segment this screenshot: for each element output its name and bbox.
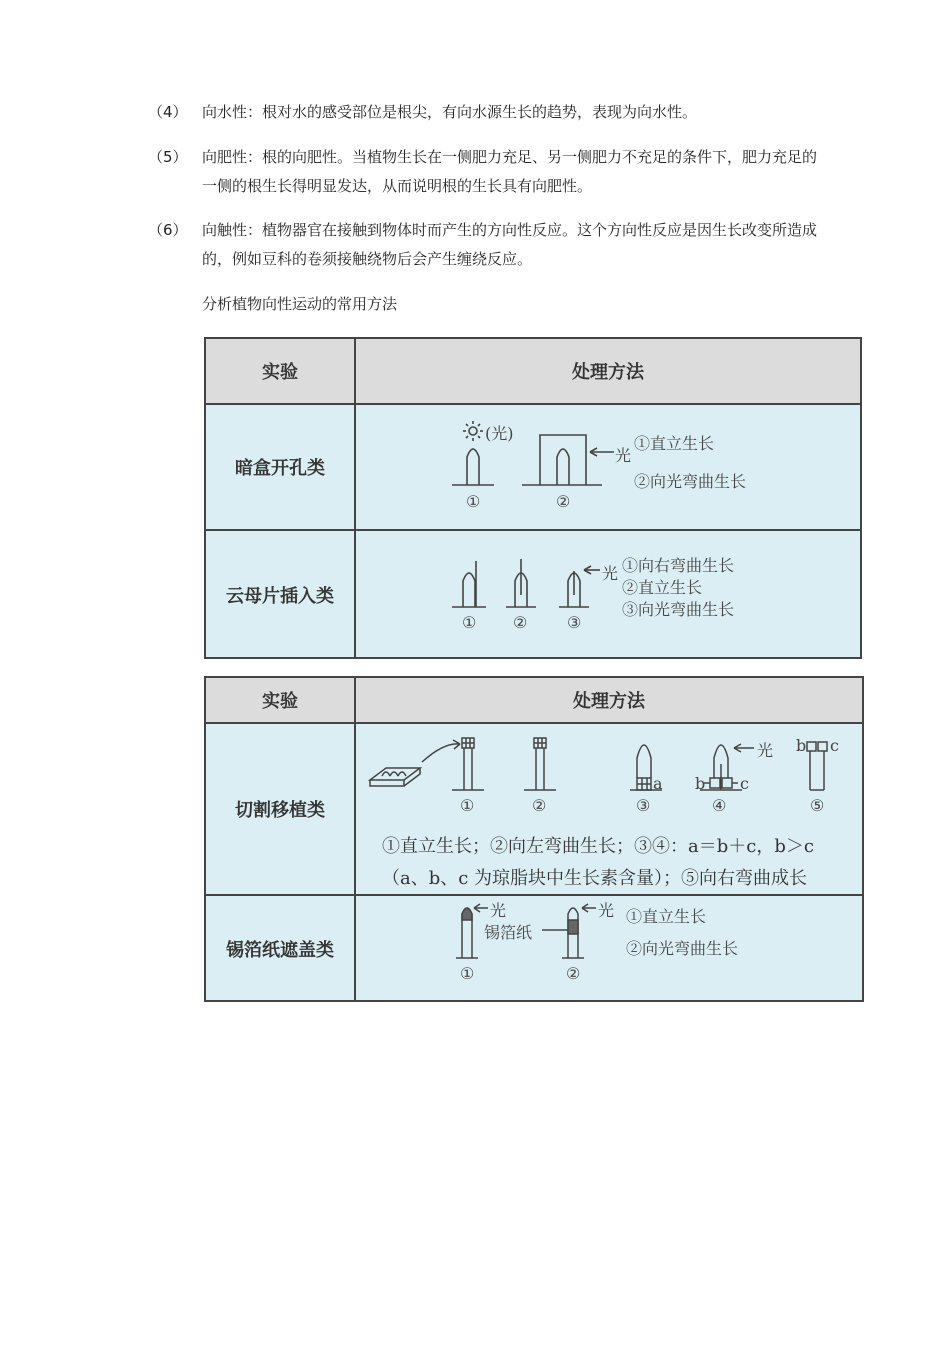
table-header-row	[206, 339, 860, 405]
result-note: ②向光弯曲生长	[634, 472, 747, 491]
stem-5	[810, 751, 824, 790]
light-label: 光	[615, 446, 632, 465]
table-row-dark-box	[206, 405, 860, 531]
row-name: 切割移植类	[206, 724, 356, 894]
agar-plate	[370, 768, 420, 780]
row-name: 锡箔纸遮盖类	[206, 896, 356, 1002]
seedling-number: ②	[532, 796, 547, 815]
sun-label: (光)	[485, 424, 514, 443]
table-row-mica	[206, 531, 860, 659]
light-label: 光	[490, 901, 507, 920]
agar-block-c	[818, 742, 827, 751]
experiment-table-2	[204, 676, 864, 1002]
label-b: b	[796, 736, 807, 755]
agar-block-b	[807, 742, 816, 751]
transfer-arrow	[422, 744, 460, 762]
paragraph-text: 向触性：植物器官在接触到物体时而产生的方向性反应。这个方向性反应是因生长改变所造成的，例如豆科的卷须接触绕物后会产生缠绕反应。	[202, 221, 818, 268]
row-method-diagram	[356, 896, 862, 1002]
label-c: c	[740, 774, 749, 793]
seedling-number: ⑤	[810, 796, 825, 815]
seedling-number: ②	[566, 964, 581, 983]
light-label: 光	[598, 901, 615, 920]
paragraph-text: 向水性：根对水的感受部位是根尖，有向水源生长的趋势，表现为向水性。	[202, 103, 698, 121]
seedling-number: ②	[513, 613, 528, 632]
label-c: c	[830, 736, 839, 755]
agar-block-c	[722, 778, 732, 788]
result-note: ③向光弯曲生长	[622, 600, 735, 619]
result-note: ①直立生长	[634, 434, 715, 453]
seedling-number: ①	[460, 964, 475, 983]
result-note: ②直立生长	[622, 578, 703, 597]
foil-band	[568, 920, 578, 934]
experiment-table-1	[204, 337, 862, 659]
header-method: 处理方法	[572, 362, 644, 383]
row-name: 暗盒开孔类	[206, 405, 356, 529]
dark-box-diagram	[356, 405, 860, 529]
seedling-number: ③	[567, 613, 582, 632]
paragraph-number: （4）	[148, 103, 188, 121]
stem-1	[464, 748, 472, 790]
result-note: （a、b、c 为琼脂块中生长素含量）；⑤向右弯曲成长	[382, 868, 808, 889]
result-note: ①直立生长	[626, 907, 707, 926]
row-method-diagram	[356, 724, 862, 894]
row-name: 云母片插入类	[206, 531, 356, 659]
table-caption: 分析植物向性运动的常用方法	[202, 295, 398, 313]
table-row-cut-transplant	[206, 724, 862, 896]
paragraph-number: （6）	[148, 221, 188, 239]
header-method: 处理方法	[573, 691, 645, 712]
seedling-1	[463, 573, 475, 607]
header-experiment: 实验	[206, 678, 356, 722]
seedling-number: ①	[466, 492, 481, 511]
seedling-number: ①	[462, 613, 477, 632]
coleoptile-tip-3	[637, 745, 651, 778]
agar-block-b	[710, 778, 720, 788]
row-method-diagram	[356, 405, 860, 529]
seedling-number: ③	[636, 796, 651, 815]
mica-diagram	[356, 531, 860, 657]
sun-icon	[469, 427, 477, 435]
light-label: 光	[757, 741, 774, 760]
paragraph-text: 向肥性：根的向肥性。当植物生长在一侧肥力充足、另一侧肥力不充足的条件下，肥力充足的一侧的根生长得明显发达，从而说明根的生长具有向肥性。	[202, 148, 818, 195]
light-label: 光	[602, 564, 619, 583]
row-method-diagram	[356, 531, 860, 659]
header-experiment: 实验	[206, 339, 356, 403]
seedling-1	[467, 449, 479, 485]
table-header-row	[206, 678, 862, 724]
result-note: ②向光弯曲生长	[626, 939, 739, 958]
seedling-2	[557, 449, 569, 485]
result-note: ①向右弯曲生长	[622, 556, 735, 575]
foil-cap	[462, 908, 472, 920]
paragraph-number: （5）	[148, 148, 188, 166]
result-note: ①直立生长；②向左弯曲生长；③④：a＝b＋c，b＞c	[382, 836, 814, 857]
stem-2	[536, 748, 544, 790]
dark-box	[540, 435, 586, 485]
table-row-foil-cover	[206, 896, 862, 1002]
seedling-number: ④	[712, 796, 727, 815]
seedling-number: ①	[460, 796, 475, 815]
seedling-number: ②	[556, 492, 571, 511]
label-a: a	[653, 774, 663, 793]
label-b: b	[695, 774, 706, 793]
foil-label: 锡箔纸	[484, 923, 533, 942]
